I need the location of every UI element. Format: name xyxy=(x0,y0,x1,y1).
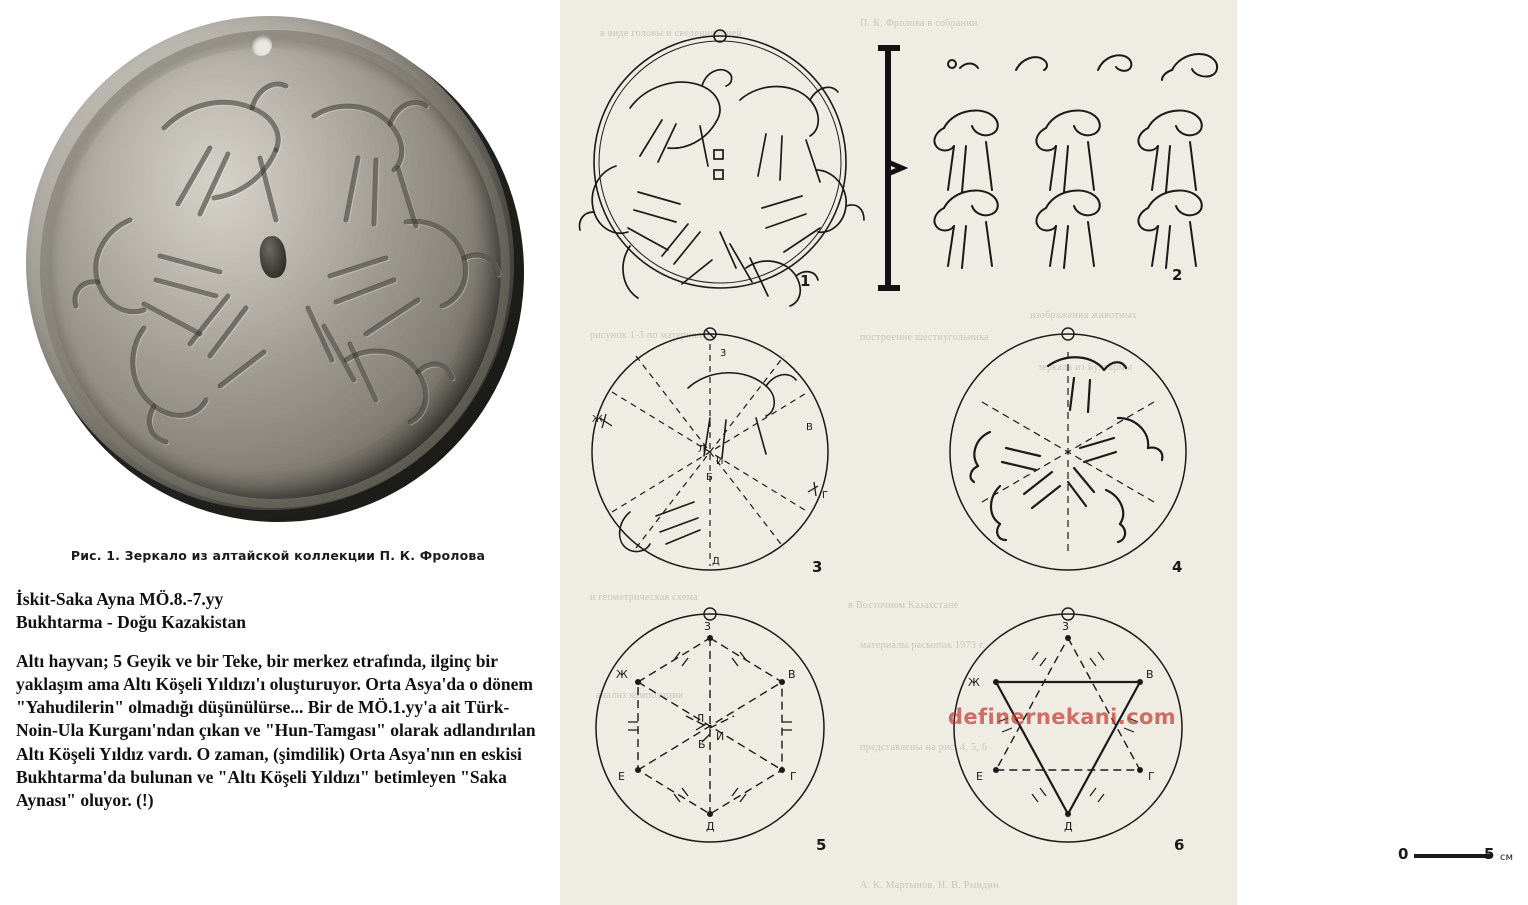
figure-label-2: 2 xyxy=(1172,266,1183,284)
ghost-text-line: зеркала из Бухтармы xyxy=(1038,362,1133,373)
figure-label-4: 4 xyxy=(1172,558,1183,576)
svg-text:И: И xyxy=(716,730,725,743)
ghost-text-line: и геометрическая схема xyxy=(590,592,698,603)
photo-caption: Рис. 1. Зеркало из алтайской коллекции П. К. Фролова xyxy=(70,548,486,563)
text-paragraph: Altı hayvan; 5 Geyik ve bir Teke, bir merkez etrafında, ilginç bir yaklaşım ama Altı Köşeli Yıldızı'ı oluşturuyor. Orta Asya'da o dönem "Yahudilerin" olmadığı düşünülürse... Bir de MÖ.1.yy'a ait Türk-Noin-Ula Kurganı'ndan çıkan ve "Hun-Tamgası" olarak adlandırılan Altı Köşeli Yıldız vardı. O zaman, (şimdilik) Orta Asya'nın en eskisi Bukhtarma'da bulunan ve "Altı Köşeli Yıldızı" betimleyen "Saka Aynası" oluyor. (!) xyxy=(16,651,536,810)
ghost-text-line: рисунок 1-3 по материалам xyxy=(590,330,714,341)
svg-text:3: 3 xyxy=(1062,620,1069,633)
svg-text:Ж: Ж xyxy=(616,668,628,681)
svg-text:3: 3 xyxy=(704,620,711,633)
ghost-text-line: построение шестиугольника xyxy=(860,332,989,343)
svg-text:Л: Л xyxy=(696,712,705,725)
svg-text:В: В xyxy=(806,422,813,433)
text-title-line-1: İskit-Saka Ayna MÖ.8.-7.yy xyxy=(16,589,224,609)
svg-text:Е: Е xyxy=(618,770,625,783)
svg-text:Ж: Ж xyxy=(592,414,603,425)
svg-text:Ж: Ж xyxy=(968,676,980,689)
figure-1-drawing xyxy=(570,30,870,300)
ghost-text-line: изображения животных xyxy=(1030,310,1138,321)
svg-text:Г: Г xyxy=(790,770,797,783)
svg-text:Г: Г xyxy=(822,490,829,501)
figure-label-3: 3 xyxy=(812,558,823,576)
scale-end-label: 5 xyxy=(1484,845,1495,863)
figure-bracket xyxy=(872,42,912,294)
ghost-text-line: материалы раскопок 1973 г. xyxy=(860,640,986,651)
figure-5-drawing xyxy=(570,608,850,848)
scale-bar xyxy=(1398,845,1528,871)
svg-text:Е: Е xyxy=(976,770,983,783)
svg-text:Г: Г xyxy=(1148,770,1155,783)
svg-text:Д: Д xyxy=(706,820,715,833)
figure-2-drawing xyxy=(930,42,1230,272)
svg-text:Б: Б xyxy=(706,472,713,483)
svg-text:Д: Д xyxy=(712,556,720,567)
left-column xyxy=(0,0,560,905)
ghost-text-line: А. К. Мартынов, Н. В. Рындин xyxy=(860,880,999,891)
svg-text:Б: Б xyxy=(698,738,706,751)
svg-text:3: 3 xyxy=(720,348,727,359)
watermark: definernekani.com xyxy=(947,705,1177,729)
figure-label-6: 6 xyxy=(1174,836,1185,854)
svg-text:В: В xyxy=(1146,668,1154,681)
figure-label-1: 1 xyxy=(800,272,811,290)
ghost-text-line: анализ композиции xyxy=(596,690,684,701)
ghost-text-line: в виде головы и сведения о ней xyxy=(600,28,743,39)
svg-text:Л: Л xyxy=(698,444,706,455)
figure-3-drawing xyxy=(570,326,850,576)
scale-unit-label: см xyxy=(1500,852,1514,863)
scale-bar-line xyxy=(1414,854,1492,858)
svg-text:В: В xyxy=(788,668,796,681)
figure-plate xyxy=(560,0,1514,905)
description-text-block xyxy=(16,588,536,812)
svg-text:Д: Д xyxy=(1064,820,1073,833)
svg-text:И: И xyxy=(716,456,724,467)
ghost-text-line: в Восточном Казахстане xyxy=(848,600,959,611)
figure-label-5: 5 xyxy=(816,836,827,854)
ghost-text-line: представлены на рис. 4, 5, 6 xyxy=(860,742,988,753)
scale-start-label: 0 xyxy=(1398,845,1409,863)
figure-4-drawing xyxy=(928,326,1208,576)
mirror-photograph xyxy=(14,8,542,536)
text-title-line-2: Bukhtarma - Doğu Kazakistan xyxy=(16,612,246,633)
ghost-text-line: П. К. Фролова в собрании xyxy=(860,18,978,29)
